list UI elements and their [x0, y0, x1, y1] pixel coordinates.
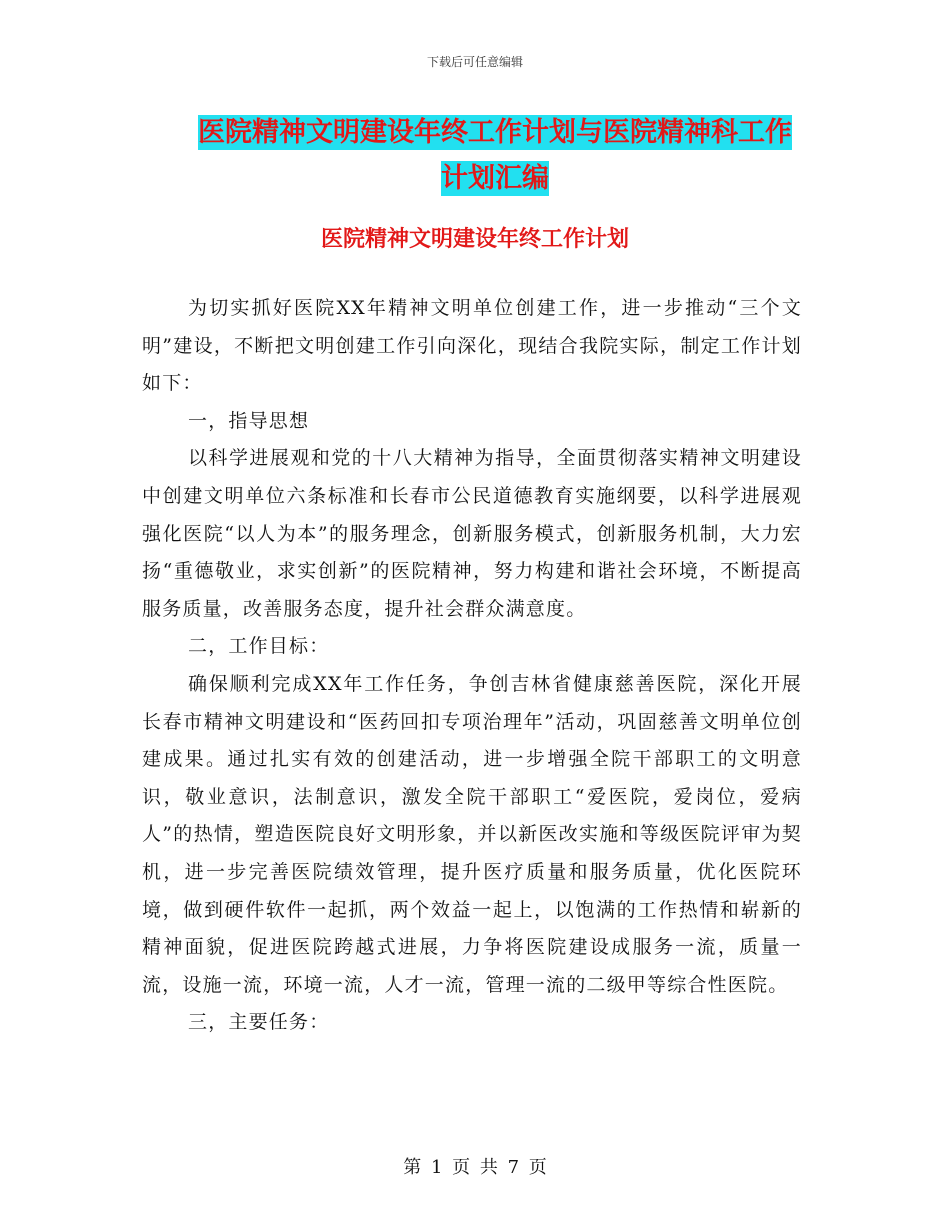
section-title: 医院精神文明建设年终工作计划: [320, 227, 629, 252]
heading-work-goals: 二，工作目标：: [188, 635, 330, 658]
paragraph-work-goals: 确保顺利完成XX年工作任务，争创吉林省健康慈善医院，深化开展长春市精神文明建设和“医药回扣专项治理年”活动，巩固慈善文明单位创建成果。通过扎实有效的创建活动，进一步增强全院干部职工的文明意识，敬业意识，法制意识，激发全院干部职工“爱医院，爱岗位，爱病人”的热情，塑造医院良好文明形象，并以新医改实施和等级医院评审为契机，进一步完善医院绩效管理，提升医疗质量和服务质量，优化医院环境，做到硬件软件一起抓，两个效益一起上，以饱满的工作热情和崭新的精神面貌，促进医院跨越式进展，力争将医院建设成服务一流，质量一流，设施一流，环境一流，人才一流，管理一流的二级甲等综合性医院。: [142, 672, 802, 996]
paragraph-guiding-thought: 以科学进展观和党的十八大精神为指导，全面贯彻落实精神文明建设中创建文明单位六条标准和长春市公民道德教育实施纲要，以科学进展观强化医院“以人为本”的服务理念，创新服务模式，创新服务机制，大力宏扬“重德敬业，求实创新”的医院精神，努力构建和谐社会环境，不断提高服务质量，改善服务态度，提升社会群众满意度。: [142, 447, 802, 620]
document-title: [185, 110, 805, 202]
heading-guiding-thought: 一，指导思想: [188, 409, 310, 432]
body-text: [142, 290, 802, 1042]
header-note: 下载后可任意编辑: [426, 55, 523, 69]
paragraph-intro: 为切实抓好医院XX年精神文明单位创建工作，进一步推动“三个文明”建设，不断把文明创建工作引向深化，现结合我院实际，制定工作计划如下：: [142, 297, 802, 395]
heading-main-tasks: 三，主要任务：: [188, 1011, 330, 1034]
document-title-text: 医院精神文明建设年终工作计划与医院精神科工作计划汇编: [198, 117, 792, 194]
page-number: 第 1 页 共 7 页: [403, 1157, 547, 1178]
